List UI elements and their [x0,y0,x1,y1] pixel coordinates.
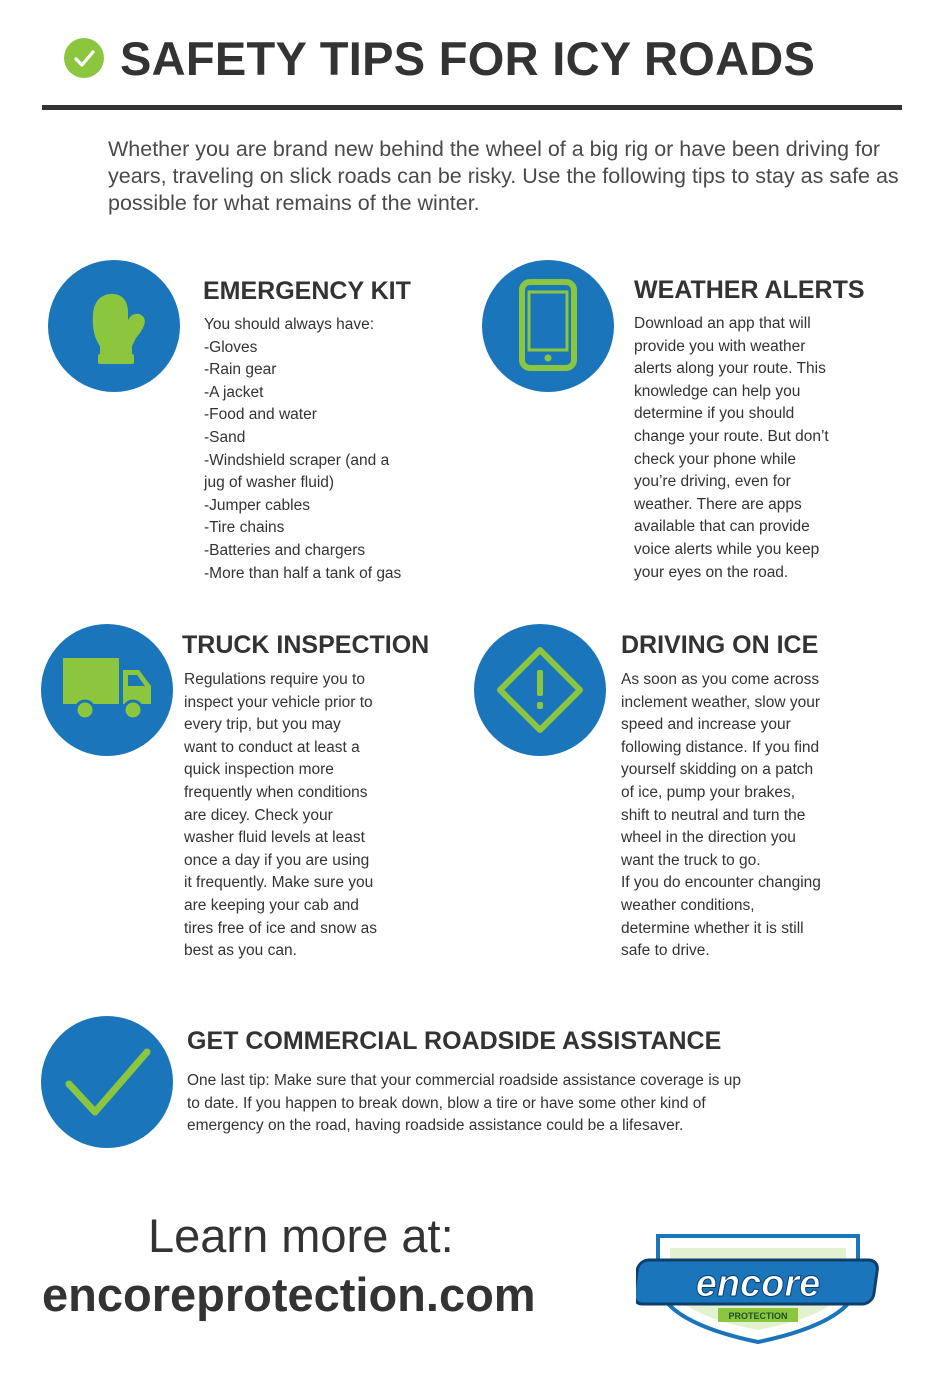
text-line: quick inspection more [184,761,334,779]
weather-alerts-text [634,313,829,584]
text-line: Download an app that will [634,315,811,332]
text-line: best as you can. [184,942,297,960]
text-line: provide you with weather [634,337,806,355]
emergency-kit-list [204,314,401,585]
text-line: As soon as you come across [621,671,820,688]
text-line: One last tip: Make sure that your commercial roadside assistance coverage is up [187,1072,741,1089]
smartphone-icon [482,260,614,392]
truck-inspection-badge [41,624,173,756]
driving-on-ice-title: DRIVING ON ICE [621,631,819,659]
weather-alerts-title: WEATHER ALERTS [634,276,865,304]
text-line: wheel in the direction you [621,829,796,847]
text-line: to date. If you happen to break down, blow a tire or have some other kind of [187,1094,706,1112]
list-item: -Rain gear [204,361,277,379]
text-line: are dicey. Check your [184,806,333,824]
text-line: emergency on the road, having roadside assistance could be a lifesaver. [187,1117,684,1135]
list-item: -Food and water [204,406,317,424]
truck-inspection-title: TRUCK INSPECTION [182,631,430,659]
text-line: it frequently. Make sure you [184,874,374,892]
learn-more-text: Learn more at: [148,1209,454,1262]
text-line: frequently when conditions [184,783,368,801]
text-line: yourself skidding on a patch [621,761,814,779]
roadside-assistance-title: GET COMMERCIAL ROADSIDE ASSISTANCE [187,1027,722,1055]
list-item: jug of washer fluid) [204,474,335,492]
checkmark-icon [41,1016,173,1148]
text-line: safe to drive. [621,942,710,960]
mitten-icon [48,260,180,392]
text-line: washer fluid levels at least [184,829,365,847]
text-line: shift to neutral and turn the [621,806,806,824]
logo-wordmark: encore [695,1263,821,1305]
text-line: determine whether it is still [621,919,804,937]
text-line: If you do encounter changing [621,874,821,892]
list-item: -Sand [204,428,246,446]
text-line: determine if you should [634,405,795,423]
text-line: are keeping your cab and [184,896,359,914]
list-item: -Jumper cables [204,496,310,514]
text-line: tires free of ice and snow as [184,919,377,937]
warning-diamond-icon [474,624,606,756]
logo-tagline: PROTECTION [728,1311,788,1321]
text-line: Regulations require you to [184,671,365,688]
text-line: check your phone while [634,450,796,468]
header-divider [42,105,902,110]
page-title: SAFETY TIPS FOR ICY ROADS [120,32,816,85]
list-item: You should always have: [204,316,375,333]
text-line: inclement weather, slow your [621,693,821,711]
emergency-kit-badge [48,260,180,392]
list-item: -More than half a tank of gas [204,564,402,582]
text-line: once a day if you are using [184,851,370,869]
driving-on-ice-badge [474,624,606,756]
driving-on-ice-text [621,669,821,963]
list-item: -Gloves [204,338,258,356]
text-line: speed and increase your [621,716,791,734]
roadside-assistance-text [187,1070,741,1138]
truck-icon [41,624,173,756]
text-line: you’re driving, even for [634,473,791,491]
roadside-assistance-badge [41,1016,173,1148]
text-line: available that can provide [634,518,810,536]
weather-alerts-badge [482,260,614,392]
text-line: alerts along your route. This [634,360,826,378]
website-url[interactable]: encoreprotection.com [42,1268,536,1321]
list-item: -Tire chains [204,519,285,537]
text-line: want the truck to go. [621,851,761,869]
encore-logo [636,1222,880,1353]
list-item: -Windshield scraper (and a [204,451,390,469]
list-item: -Batteries and chargers [204,541,366,559]
text-line: knowledge can help you [634,382,801,400]
text-line: weather. There are apps [634,495,802,513]
text-line: voice alerts while you keep [634,540,820,558]
text-line: following distance. If you find [621,738,820,756]
text-line: inspect your vehicle prior to [184,693,373,711]
truck-inspection-text [184,669,377,963]
text-line: change your route. But don’t [634,427,829,445]
text-line: of ice, pump your brakes, [621,783,796,801]
check-circle-icon [64,38,104,78]
list-item: -A jacket [204,383,264,401]
text-line: weather conditions, [621,896,755,914]
intro-paragraph: Whether you are brand new behind the wheel of a big rig or have been driving for years, traveling on slick roads can be risky. Use the following tips to stay as safe as possible for what remains of the winter. [108,137,899,215]
text-line: every trip, but you may [184,716,341,734]
text-line: want to conduct at least a [184,738,360,756]
emergency-kit-title: EMERGENCY KIT [203,277,411,305]
text-line: your eyes on the road. [634,563,789,581]
